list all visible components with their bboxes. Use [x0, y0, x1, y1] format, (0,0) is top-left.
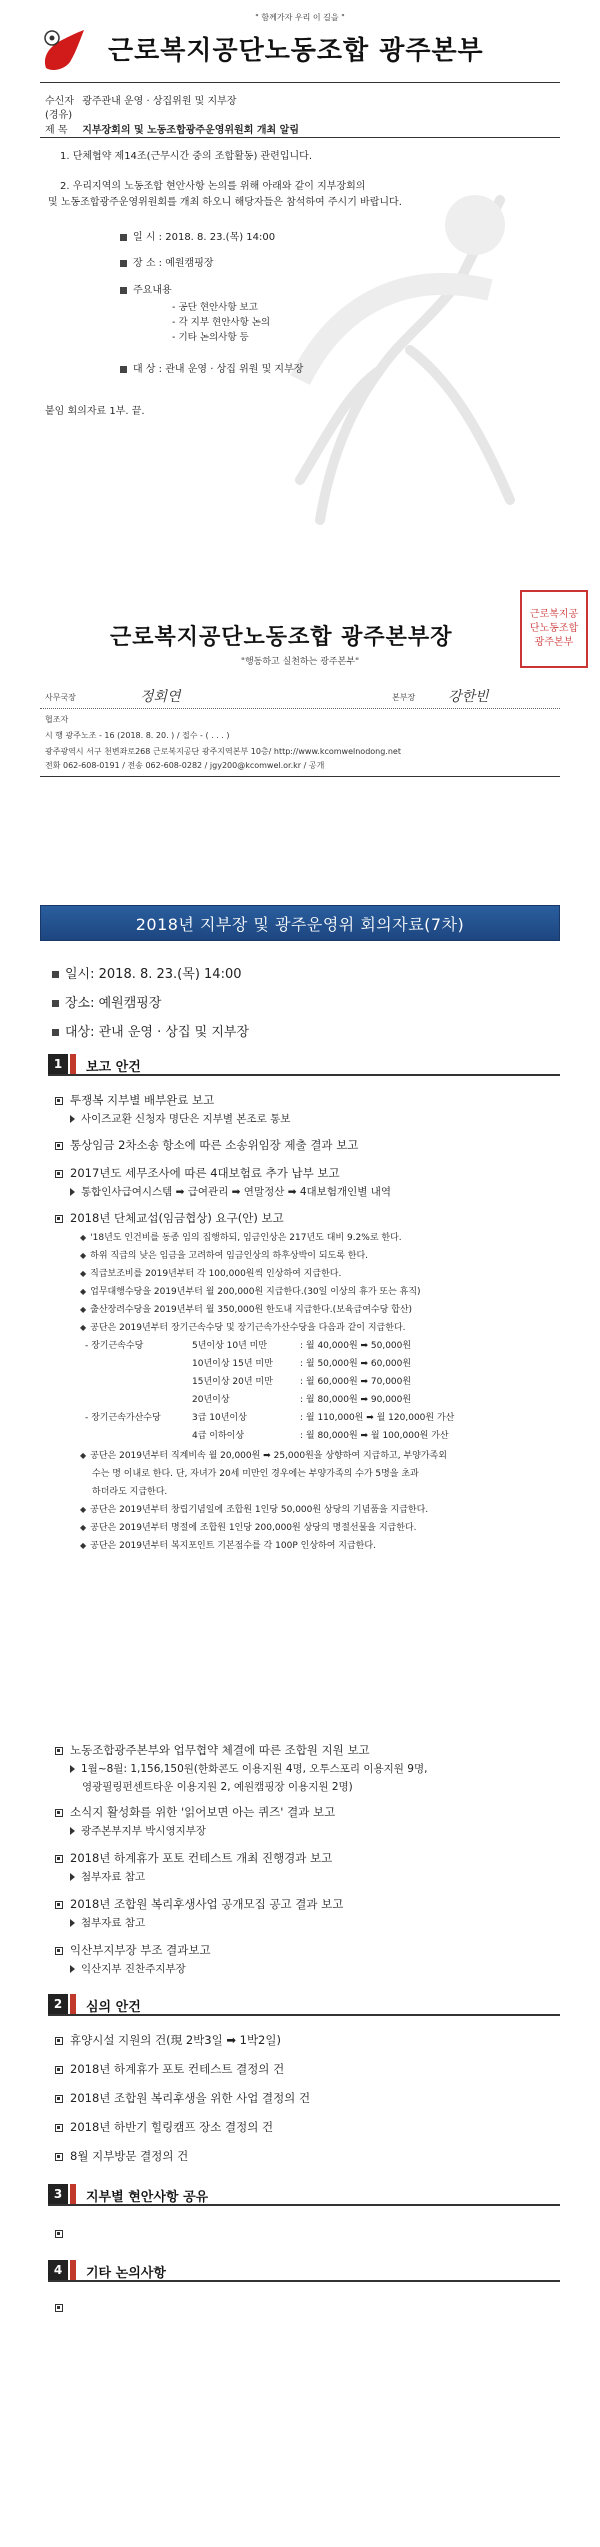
review-item: 8월 지부방문 결정의 건 — [55, 2148, 188, 2164]
report-sub-item-cont: 영광필링펀센트타운 이용지원 2, 예원캠핑장 이용지원 2명) — [82, 1781, 353, 1793]
rate-value: : 월 50,000원 ➡ 60,000원 — [300, 1359, 412, 1369]
report-item: 익산부지부장 부조 결과보고 — [55, 1942, 211, 1958]
section-title: 지부별 현안사항 공유 — [86, 2190, 209, 2205]
phone-line: 전화 062-608-0191 / 전송 062-608-0282 / jgy200@kcomwel.or.kr / 공개 — [45, 761, 325, 770]
demand-item: ◆ 공단은 2019년부터 장기근속수당 및 장기근속가산수당을 다음과 같이 지급한다. — [80, 1323, 406, 1333]
report-item: 통상임금 2차소송 항소에 따른 소송위임장 제출 결과 보고 — [55, 1137, 358, 1153]
checkbox-bullet-icon — [55, 2066, 63, 2074]
long-service-bonus-label: - 장기근속가산수당 — [85, 1413, 161, 1423]
rate-term: 20년이상 — [192, 1395, 230, 1405]
section-other — [48, 2258, 560, 2282]
checkbox-bullet-icon — [55, 1809, 63, 1817]
topics-label-row: 주요내용 — [120, 281, 172, 296]
via-label: (경유) — [45, 110, 73, 121]
demand-item: ◆ 출산장려수당을 2019년부터 월 350,000원 한도내 지급한다.(보육급여수당 합산) — [80, 1305, 413, 1315]
section-report — [48, 1052, 560, 1076]
recipient-label: 수신자 — [45, 96, 74, 107]
footer-bottom-rule — [40, 776, 560, 777]
meeting-materials-banner: 2018년 지부장 및 광주운영위 회의자료(7차) — [40, 905, 560, 941]
union-title: 근로복지공단노동조합 광주본부 — [108, 36, 484, 66]
square-bullet-icon — [120, 366, 127, 373]
checkbox-bullet-icon — [55, 2153, 63, 2161]
report-item: 소식지 활성화를 위한 '읽어보면 아는 퀴즈' 결과 보고 — [55, 1804, 335, 1820]
demand-item: ◆ 공단은 2019년부터 복지포인트 기본점수를 각 100P 인상하여 지급한다. — [80, 1541, 376, 1551]
subject-row — [45, 121, 299, 136]
square-bullet-icon — [120, 287, 127, 294]
address-line: 광주광역시 서구 천변좌로268 근로복지공단 광주지역본부 10층/ http://www.kcomwelnodong.net — [45, 747, 401, 756]
header-rule — [40, 82, 560, 83]
report-sub-item: 사이즈교환 신청자 명단은 지부별 본조로 통보 — [70, 1111, 290, 1126]
report-sub-item: 광주본부지부 박시영지부장 — [70, 1823, 206, 1838]
checkbox-bullet-icon — [55, 1142, 63, 1150]
topic-item: - 공단 현안사항 보고 — [172, 302, 258, 313]
section-branch-issues — [48, 2182, 560, 2206]
topic-item: - 기타 논의사항 등 — [172, 332, 249, 343]
section-accent-bar — [70, 1994, 76, 2014]
attachment-note: 붙임 회의자료 1부. 끝. — [45, 406, 145, 417]
checkbox-bullet-icon — [55, 1855, 63, 1863]
rate-value: : 월 60,000원 ➡ 70,000원 — [300, 1377, 412, 1387]
demand-item-cont: 하더라도 지급한다. — [92, 1487, 168, 1497]
demand-item: ◆ 업무대행수당을 2019년부터 월 200,000원 지급한다.(30일 이상의 휴가 또는 휴직) — [80, 1287, 421, 1297]
report-item: 2018년 조합원 복리후생사업 공개모집 공고 결과 보고 — [55, 1896, 343, 1912]
subject: 지부장회의 및 노동조합광주운영위원회 개최 알림 — [82, 125, 299, 136]
demand-item: ◆ 공단은 2019년부터 직계비속 월 20,000원 ➡ 25,000원을 상향하여 지급하고, 부양가족외 — [80, 1451, 447, 1461]
checkbox-bullet-icon — [55, 1747, 63, 1755]
report-sub-item: 첨부자료 참고 — [70, 1869, 145, 1884]
report-item: 노동조합광주본부와 업무협약 체결에 따른 조합원 지원 보고 — [55, 1742, 370, 1758]
rate-term: 3급 10년이상 — [192, 1413, 247, 1423]
section-review — [48, 1992, 560, 2016]
rate-value: : 월 80,000원 ➡ 90,000원 — [300, 1395, 412, 1405]
para-1: 1. 단체협약 제14조(근무시간 중의 조합활동) 관련입니다. — [60, 151, 313, 162]
rate-term: 5년이상 10년 미만 — [192, 1341, 268, 1351]
report-sub-item: 첨부자료 참고 — [70, 1915, 145, 1930]
empty-item — [55, 2226, 70, 2240]
subject-rule — [40, 137, 560, 138]
topic-item: - 각 지부 현안사항 논의 — [172, 317, 271, 328]
info-place: 장소: 예원캠핑장 — [52, 992, 161, 1011]
report-item: 투쟁복 지부별 배부완료 보고 — [55, 1092, 214, 1108]
rate-term: 4급 이하이상 — [192, 1431, 245, 1441]
chief-signature: 강한빈 — [448, 689, 489, 705]
checkbox-bullet-icon — [55, 1097, 63, 1105]
cooperator-label: 협조자 — [45, 715, 69, 724]
section-title: 보고 안건 — [86, 1060, 141, 1075]
review-item: 휴양시설 지원의 건(現 2박3일 ➡ 1박2일) — [55, 2032, 281, 2048]
demand-item: ◆ '18년도 인건비를 동종 임의 집행하되, 임금인상은 217년도 대비 9.2%로 한다. — [80, 1233, 402, 1243]
section-number: 3 — [48, 2184, 68, 2204]
demand-item-cont: 수는 명 이내로 한다. 단, 자녀가 20세 미만인 경우에는 부양가족의 수가 5명을 초과 — [92, 1469, 419, 1479]
enforcement-line: 시 행 광주노조 - 16 (2018. 8. 20. ) / 접수 - ( . . . ) — [45, 731, 230, 740]
square-bullet-icon — [120, 234, 127, 241]
subject-label: 제 목 — [45, 125, 68, 136]
demand-item: ◆ 공단은 2019년부터 명절에 조합원 1인당 200,000원 상당의 명절선물을 지급한다. — [80, 1523, 417, 1533]
secretary-label: 사무국장 — [45, 693, 76, 702]
checkbox-bullet-icon — [55, 1901, 63, 1909]
square-bullet-icon — [120, 260, 127, 267]
demand-item: ◆ 직급보조비를 2019년부터 각 100,000원씩 인상하여 지급한다. — [80, 1269, 342, 1279]
checkbox-bullet-icon — [55, 2124, 63, 2132]
section-title: 기타 논의사항 — [86, 2266, 166, 2281]
section-accent-bar — [70, 2260, 76, 2280]
square-bullet-icon — [52, 971, 59, 978]
slogan: "행동하고 실천하는 광주본부" — [240, 657, 360, 667]
rate-term: 10년이상 15년 미만 — [192, 1359, 273, 1369]
target-row: 대 상 : 관내 운영 · 상집 위원 및 지부장 — [120, 360, 303, 375]
checkbox-bullet-icon — [55, 2037, 63, 2045]
report-sub-item: 익산지부 진찬주지부장 — [70, 1961, 186, 1976]
official-seal: 근로복지공단노동조합광주본부 — [520, 590, 588, 668]
section-number: 4 — [48, 2260, 68, 2280]
para-2-line-2: 및 노동조합광주운영위원회를 개최 하오니 해당자들은 참석하여 주시기 바랍니다. — [48, 197, 402, 208]
rate-value: : 월 40,000원 ➡ 50,000원 — [300, 1341, 412, 1351]
checkbox-bullet-icon — [55, 2304, 63, 2312]
report-sub-item: 통합인사급여시스템 ➡ 급여관리 ➡ 연말정산 ➡ 4대보험개인별 내역 — [70, 1184, 391, 1199]
checkbox-bullet-icon — [55, 2230, 63, 2238]
meeting-place-row: 장 소 : 예원캠핑장 — [120, 254, 214, 269]
triangle-bullet-icon — [70, 1765, 75, 1773]
square-bullet-icon — [52, 1000, 59, 1007]
triangle-bullet-icon — [70, 1827, 75, 1835]
report-item: 2018년 하계휴가 포토 컨테스트 개최 진행경과 보고 — [55, 1850, 332, 1866]
triangle-bullet-icon — [70, 1919, 75, 1927]
section-number: 1 — [48, 1054, 68, 1074]
checkbox-bullet-icon — [55, 2095, 63, 2103]
review-item: 2018년 조합원 복리후생을 위한 사업 결정의 건 — [55, 2090, 310, 2106]
report-item: 2018년 단체교섭(임금협상) 요구(안) 보고 — [55, 1210, 284, 1226]
notice-page — [0, 0, 600, 820]
empty-item — [55, 2300, 70, 2314]
rate-value: : 월 80,000원 ➡ 월 100,000원 가산 — [300, 1431, 449, 1441]
triangle-bullet-icon — [70, 1873, 75, 1881]
motto: " 함께가자 우리 이 길을 " — [255, 13, 345, 22]
review-item: 2018년 하계휴가 포토 컨테스트 결정의 건 — [55, 2061, 284, 2077]
checkbox-bullet-icon — [55, 1215, 63, 1223]
footer-organization: 근로복지공단노동조합 광주본부장 — [110, 625, 453, 650]
meeting-date-row: 일 시 : 2018. 8. 23.(목) 14:00 — [120, 228, 275, 243]
section-title: 심의 안건 — [86, 2000, 141, 2015]
triangle-bullet-icon — [70, 1965, 75, 1973]
rate-term: 15년이상 20년 미만 — [192, 1377, 273, 1387]
section-accent-bar — [70, 1054, 76, 1074]
demand-item: ◆ 공단은 2019년부터 창립기념일에 조합원 1인당 50,000원 상당의 기념품을 지급한다. — [80, 1505, 429, 1515]
rate-value: : 월 110,000원 ➡ 월 120,000원 가산 — [300, 1413, 455, 1423]
review-item: 2018년 하반기 힐링캠프 장소 결정의 건 — [55, 2119, 273, 2135]
checkbox-bullet-icon — [55, 1170, 63, 1178]
chief-label: 본부장 — [392, 693, 416, 702]
long-service-label: - 장기근속수당 — [85, 1341, 144, 1351]
demand-item: ◆ 하위 직급의 낮은 임금을 고려하여 임금인상의 하후상박이 되도록 한다. — [80, 1251, 369, 1261]
secretary-signature: 정회연 — [140, 689, 181, 705]
triangle-bullet-icon — [70, 1115, 75, 1123]
report-item: 2017년도 세무조사에 따른 4대보험료 추가 납부 보고 — [55, 1165, 340, 1181]
para-2-line-1: 2. 우리지역의 노동조합 현안사항 논의를 위해 아래와 같이 지부장회의 — [60, 181, 366, 192]
triangle-bullet-icon — [70, 1188, 75, 1196]
union-flame-logo-icon — [40, 28, 86, 72]
section-accent-bar — [70, 2184, 76, 2204]
recipient: 광주관내 운영 · 상집위원 및 지부장 — [82, 96, 237, 107]
section-number: 2 — [48, 1994, 68, 2014]
square-bullet-icon — [52, 1029, 59, 1036]
recipient-row — [45, 92, 237, 107]
checkbox-bullet-icon — [55, 1947, 63, 1955]
info-date: 일시: 2018. 8. 23.(목) 14:00 — [52, 963, 242, 982]
footer-rule — [40, 708, 560, 709]
info-target: 대상: 관내 운영 · 상집 및 지부장 — [52, 1021, 249, 1040]
report-sub-item: 1월~8월: 1,156,150원(한화콘도 이용지원 4명, 오투스포리 이용지원 9명, — [70, 1761, 427, 1776]
